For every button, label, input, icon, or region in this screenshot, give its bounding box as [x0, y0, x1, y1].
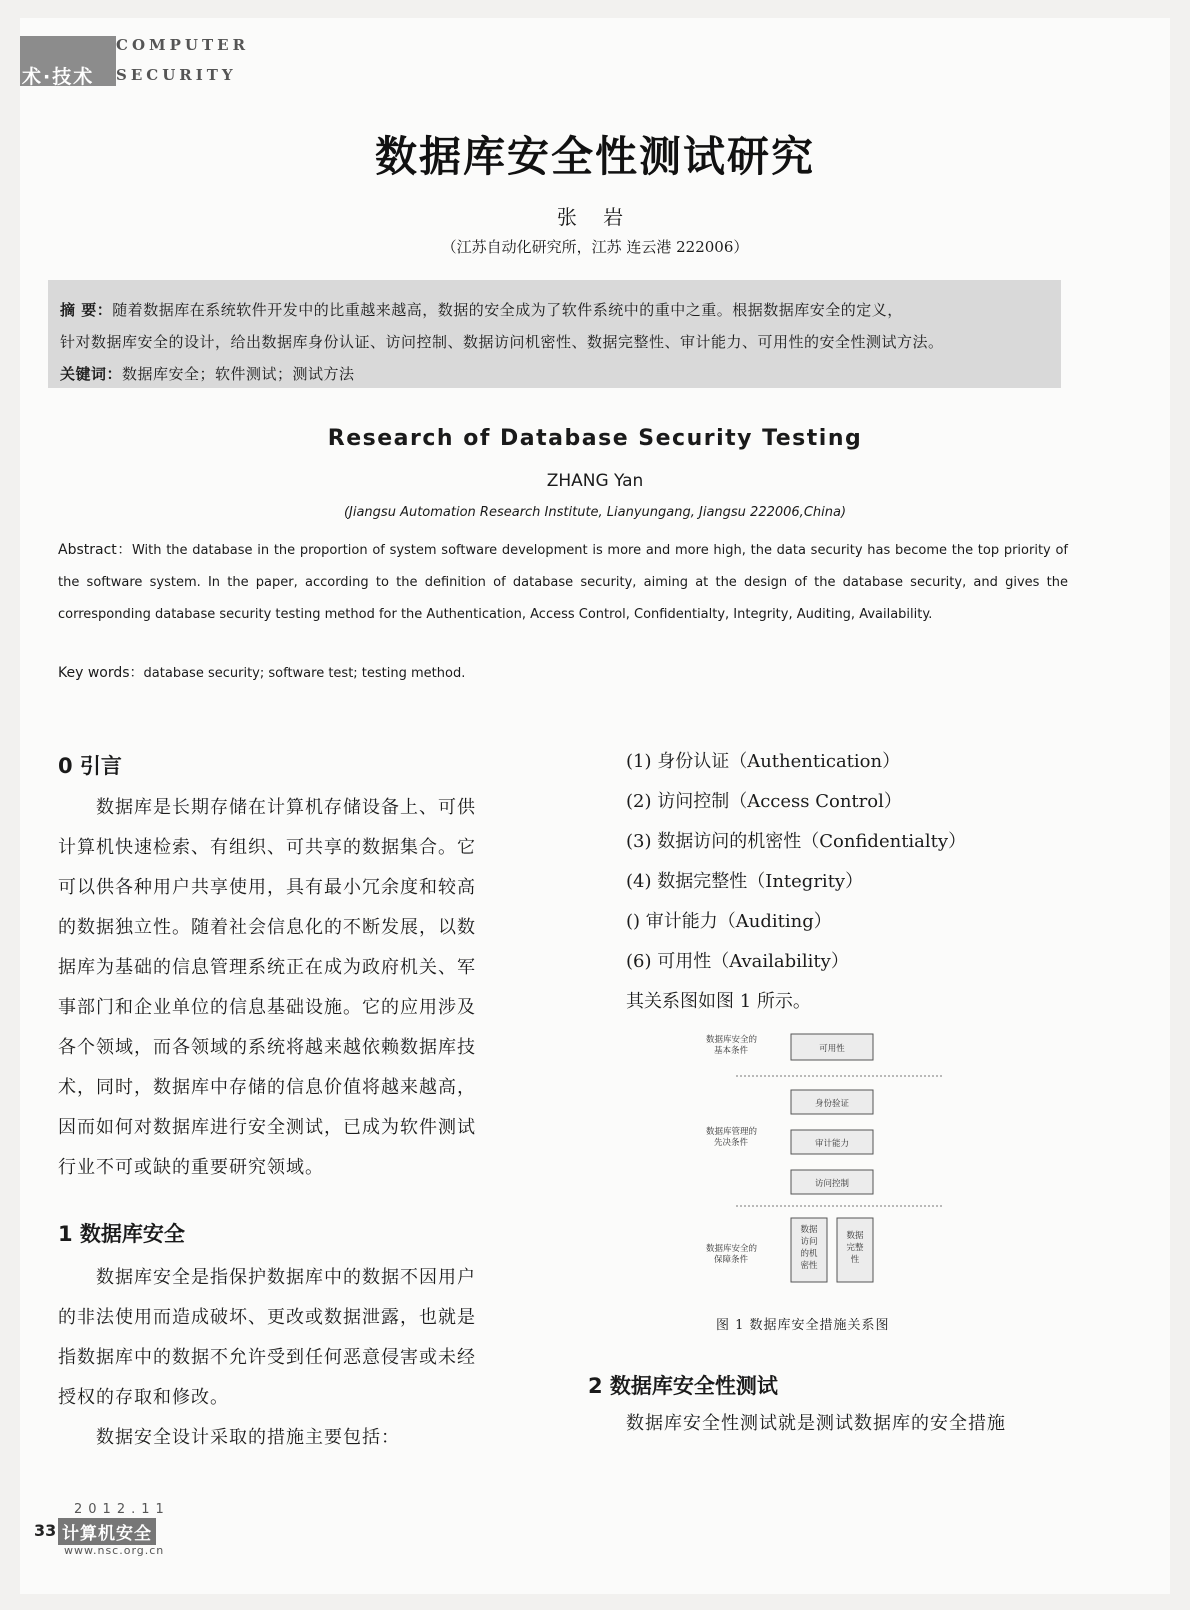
section-0-heading: 0 引言 [58, 754, 122, 778]
fig-group2-label-a: 数据库管理的 [706, 1127, 758, 1137]
fig-box-access-label: 访问控制 [814, 1179, 850, 1189]
header-journal-line1: COMPUTER [116, 36, 250, 54]
list-item: (4) 数据完整性（Integrity） [626, 871, 864, 892]
section-0-body [58, 788, 476, 1188]
affiliation-en: (Jiangsu Automation Research Institute, Lianyungang, Jiangsu 222006,China) [343, 505, 847, 520]
section-0-line: 各个领域，而各领域的系统将越来越依赖数据库技 [58, 1037, 476, 1058]
fig-box-confidentiality-l4: 密性 [800, 1261, 818, 1271]
abstract-cn-line2: 针对数据库安全的设计，给出数据库身份认证、访问控制、数据访问机密性、数据完整性、审计能力、可用性的安全性测试方法。 [60, 333, 944, 351]
section-0-line: 可以供各种用户共享使用，具有最小冗余度和较高 [58, 877, 476, 898]
keywords-cn-text: 数据库安全；软件测试；测试方法 [122, 365, 355, 383]
fig-group1-label-b: 基本条件 [714, 1046, 749, 1056]
list-after: 其关系图如图 1 所示。 [626, 991, 811, 1012]
section-1-body [58, 1258, 476, 1458]
paper-page [20, 18, 1170, 1594]
section-0-line: 的数据独立性。随着社会信息化的不断发展，以数 [58, 917, 476, 938]
abstract-cn-label: 摘 要： [60, 301, 113, 319]
fig-group3-label-b: 保障条件 [714, 1255, 749, 1265]
keywords-cn [60, 364, 355, 384]
fig-box-confidentiality-l3: 的机 [800, 1249, 818, 1259]
list-item: () 审计能力（Auditing） [626, 911, 832, 932]
fig-group1-label-a: 数据库安全的 [706, 1035, 758, 1045]
abstract-cn-line1 [60, 300, 903, 320]
fig-box-auth-label: 身份验证 [814, 1099, 850, 1109]
fig-box-integrity-l3: 性 [850, 1255, 860, 1265]
list-item: (1) 身份认证（Authentication） [626, 751, 901, 772]
figure-caption: 图 1 数据库安全措施关系图 [716, 1318, 890, 1333]
header-journal-line2: SECURITY [116, 66, 237, 84]
section-0-line: 事部门和企业单位的信息基础设施。它的应用涉及 [58, 997, 476, 1018]
abstract-cn-text1: 随着数据库在系统软件开发中的比重越来越高，数据的安全成为了软件系统中的重中之重。根据数据库安全的定义， [112, 301, 903, 319]
magazine-url: www.nsc.org.cn [64, 1544, 165, 1557]
keywords-en [58, 662, 465, 682]
list-item: (3) 数据访问的机密性（Confidentialty） [626, 831, 967, 852]
section-0-line: 数据库是长期存储在计算机存储设备上、可供 [96, 797, 476, 818]
section-0-line: 计算机快速检索、有组织、可共享的数据集合。它 [58, 837, 476, 858]
header-category: 术·技术 [22, 66, 95, 88]
abstract-en-text: With the database in the proportion of system software development is more and more high, the data security has become the top priority of the software system. In the paper, according to the definition of database security, aiming at the design of the database security, and gives the corresponding database security testing method for the Authentication, Access Control, Confidentialty, Integrity, Auditing, Availability. [58, 543, 1068, 622]
abstract-en [58, 534, 1068, 631]
section-1-heading: 1 数据库安全 [58, 1222, 185, 1246]
section-2-heading: 2 数据库安全性测试 [588, 1374, 778, 1398]
section-2-line: 数据库安全性测试就是测试数据库的安全措施 [626, 1413, 1006, 1434]
keywords-en-label: Key words： [58, 665, 144, 681]
section-1-line: 指数据库中的数据不允许受到任何恶意侵害或未经 [58, 1347, 476, 1368]
fig-box-availability-label: 可用性 [819, 1044, 845, 1054]
security-relationship-figure [706, 1026, 946, 1296]
footer-year: 2012.11 [74, 1502, 170, 1517]
section-1-line: 授权的存取和修改。 [58, 1387, 229, 1408]
fig-box-integrity-l1: 数据 [846, 1231, 864, 1241]
section-0-line: 据库为基础的信息管理系统正在成为政府机关、军 [58, 957, 476, 978]
section-1-line: 数据安全设计采取的措施主要包括： [96, 1427, 400, 1448]
affiliation-cn: （江苏自动化研究所，江苏 连云港 222006） [441, 238, 749, 256]
section-1-line: 数据库安全是指保护数据库中的数据不因用户 [96, 1267, 476, 1288]
author-cn: 张 岩 [556, 205, 634, 229]
author-en: ZHANG Yan [546, 471, 644, 491]
fig-box-audit-label: 审计能力 [814, 1139, 850, 1149]
list-item: (2) 访问控制（Access Control） [626, 791, 902, 812]
abstract-en-label: Abstract： [58, 542, 132, 558]
fig-group3-label-a: 数据库安全的 [706, 1244, 758, 1254]
fig-box-confidentiality-l2: 访问 [800, 1237, 818, 1247]
title-cn: 数据库安全性测试研究 [374, 132, 815, 181]
section-1-line: 的非法使用而造成破坏、更改或数据泄露，也就是 [58, 1307, 476, 1328]
section-0-line: 因而如何对数据库进行安全测试，已成为软件测试 [58, 1117, 476, 1138]
page-number: 33 [34, 1521, 57, 1540]
fig-group2-label-b: 先决条件 [714, 1138, 749, 1148]
section-0-line: 术，同时，数据库中存储的信息价值将越来越高， [58, 1077, 476, 1098]
fig-box-integrity-l2: 完整 [846, 1243, 864, 1253]
keywords-cn-label: 关键词： [60, 365, 123, 383]
keywords-en-text: database security; software test; testing method. [143, 666, 466, 681]
title-en: Research of Database Security Testing [327, 426, 863, 451]
magazine-logo: 计算机安全 [58, 1518, 156, 1545]
fig-box-confidentiality-l1: 数据 [800, 1225, 818, 1235]
section-0-line: 行业不可或缺的重要研究领域。 [58, 1157, 324, 1178]
list-item: (6) 可用性（Availability） [626, 951, 849, 972]
